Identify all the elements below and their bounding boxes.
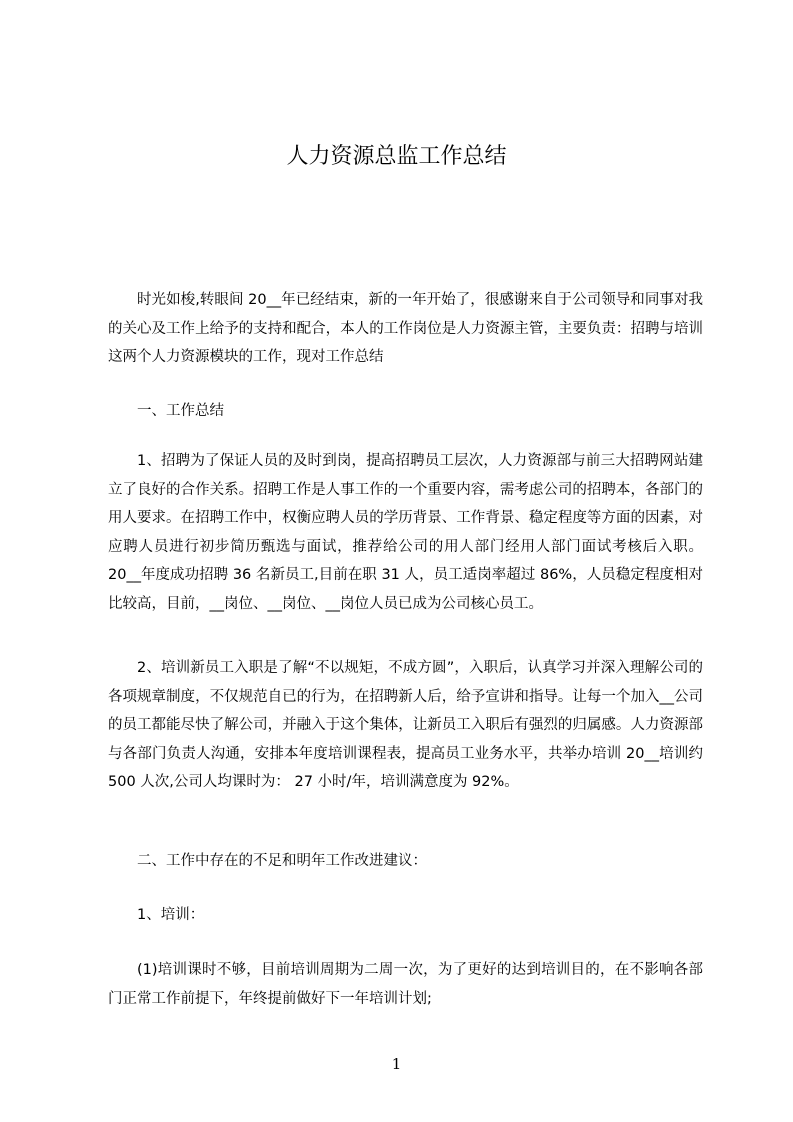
section-1-heading: 一、工作总结 xyxy=(137,403,224,419)
training-subheading: 1、培训： xyxy=(137,907,205,923)
training-paragraph: 2、培训新员工入职是了解“不以规矩，不成方圆”，入职后，认真学习并深入理解公司的各项规章制度，不仅规范自已的行为，在招聘新人后，给予宣讲和指导。让每一个加入__公司的员工都能尽快了解公司，并融入于这个集体，让新员工入职后有强烈的归属感。人力资源部与各部门负责人沟通，安排本年度培训课程表，提高员工业务水平，共举办培训 20__培训约 500 人次,公司人均课时为： 27 小时/年，培训满意度为 92%。 xyxy=(108,660,703,790)
document-title: 人力资源总监工作总结 xyxy=(286,144,507,169)
intro-paragraph: 时光如梭,转眼间 20__年已经结束，新的一年开始了，很感谢来自于公司领导和同事对我的关心及工作上给予的支持和配合，本人的工作岗位是人力资源主管，主要负责：招聘与培训这两个人力资源模块的工作，现对工作总结 xyxy=(108,292,703,365)
section-2-heading: 二、工作中存在的不足和明年工作改进建议： xyxy=(137,853,427,869)
training-issue-paragraph: (1)培训课时不够，目前培训周期为二周一次，为了更好的达到培训目的，在不影响各部门正常工作前提下，年终提前做好下一年培训计划; xyxy=(108,962,703,1007)
recruitment-paragraph: 1、招聘为了保证人员的及时到岗，提高招聘员工层次，人力资源部与前三大招聘网站建立了良好的合作关系。招聘工作是人事工作的一个重要内容，需考虑公司的招聘本，各部门的用人要求。在招聘工作中，权衡应聘人员的学历背景、工作背景、稳定程度等方面的因素，对应聘人员进行初步简历甄选与面试，推荐给公司的用人部门经用人部门面试考核后入职。20__年度成功招聘 36 名新员工,目前在职 31 人，员工适岗率超过 86%，人员稳定程度相对比较高，目前，__岗位、__岗位、__岗位人员已成为公司核心员工。 xyxy=(108,453,703,612)
page-number: 1 xyxy=(391,1055,402,1073)
